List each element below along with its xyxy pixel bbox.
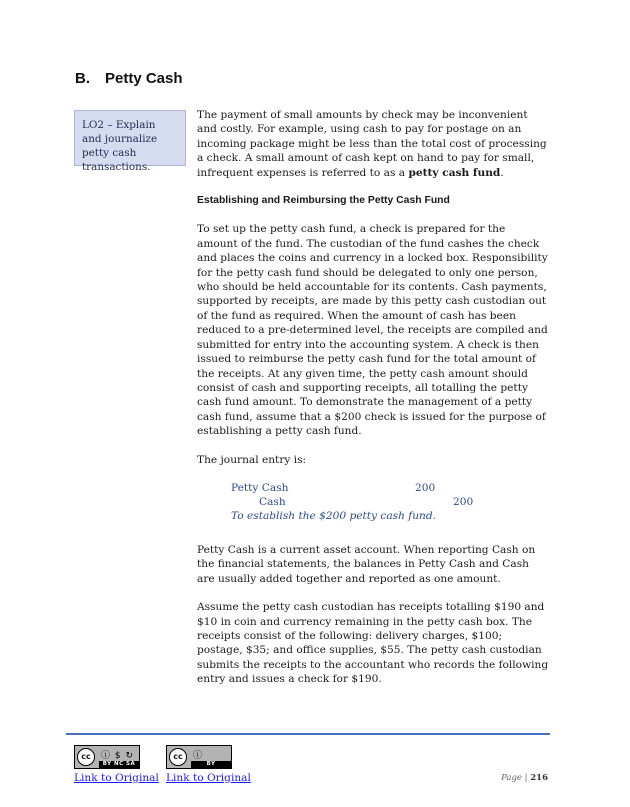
paragraph-receipts: Assume the petty cash custodian has receipts totalling $190 and $10 in coin and currency remaining in the petty cash box. The receipts consist of the following: delivery charges, $100; postage, $35; and office supplies, $55. The petty cash custodian submits the receipts to the accountant who records the following entry and issues a check for $190. xyxy=(197,601,549,686)
intro-paragraph xyxy=(197,108,549,180)
journal-debit-amount: 200 xyxy=(415,481,436,494)
cc-icon: cc xyxy=(77,748,95,766)
paragraph-current-asset: Petty Cash is a current asset account. When reporting Cash on the financial statements, the balances in Petty Cash and Cash are usually added together and reported as one amount. xyxy=(197,543,536,585)
page-number-value: 216 xyxy=(530,773,548,783)
license-icons: ⓘ $ ↻ xyxy=(101,751,134,761)
learning-objective-box xyxy=(74,110,186,173)
footer-divider xyxy=(66,733,550,735)
link-to-original-1[interactable]: Link to Original xyxy=(74,772,159,784)
license-bar: BY xyxy=(191,761,231,768)
journal-description: To establish the $200 petty cash fund. xyxy=(231,509,437,522)
journal-entry xyxy=(197,481,549,529)
cc-by-badge xyxy=(166,745,232,769)
journal-debit-account: Petty Cash xyxy=(231,481,289,494)
paragraph-journal-intro: The journal entry is: xyxy=(197,453,307,466)
cc-by-nc-sa-badge xyxy=(74,745,140,769)
intro-end: . xyxy=(500,166,504,179)
learning-objective-text: LO2 – Explain and journalize petty cash transactions. xyxy=(82,119,158,173)
journal-credit-amount: 200 xyxy=(453,495,474,508)
journal-credit-account: Cash xyxy=(259,495,286,508)
page-label: Page xyxy=(501,773,522,783)
cc-icon: cc xyxy=(169,748,187,766)
section-heading xyxy=(75,70,183,87)
license-icons: ⓘ xyxy=(193,751,204,761)
intro-text: The payment of small amounts by check may be inconvenient and costly. For example, using cash to pay for postage on an incoming package might be less than the total cost of processing a check. A small amount of cash kept on hand to pay for small, infrequent expenses is referred to as a xyxy=(197,109,547,179)
subheading: Establishing and Reimbursing the Petty Cash Fund xyxy=(197,195,450,207)
section-title: Petty Cash xyxy=(105,70,183,87)
page-number: Page | 216 xyxy=(501,773,548,783)
intro-bold-term: petty cash fund xyxy=(408,166,501,179)
link-to-original-2[interactable]: Link to Original xyxy=(166,772,251,784)
license-bar: BY NC SA xyxy=(99,761,139,768)
body-text xyxy=(197,108,549,701)
section-letter: B. xyxy=(75,70,90,87)
paragraph-setup: To set up the petty cash fund, a check is prepared for the amount of the fund. The custodian of the fund cashes the check and places the coins and currency in a locked box. Responsibility for the petty cash fund should be delegated to only one person, who should be held accountable for its contents. Cash payments, supported by receipts, are made by this petty cash custodian out of the fund as required. When the amount of cash has been reduced to a pre-determined level, the receipts are compiled and submitted for entry into the accounting system. A check is then issued to reimburse the petty cash fund for the total amount of the receipts. At any given time, the petty cash amount should consist of cash and supporting receipts, all totalling the petty cash fund amount. To demonstrate the management of a petty cash fund, assume that a $200 check is issued for the purpose of establishing a petty cash fund. xyxy=(197,223,548,438)
